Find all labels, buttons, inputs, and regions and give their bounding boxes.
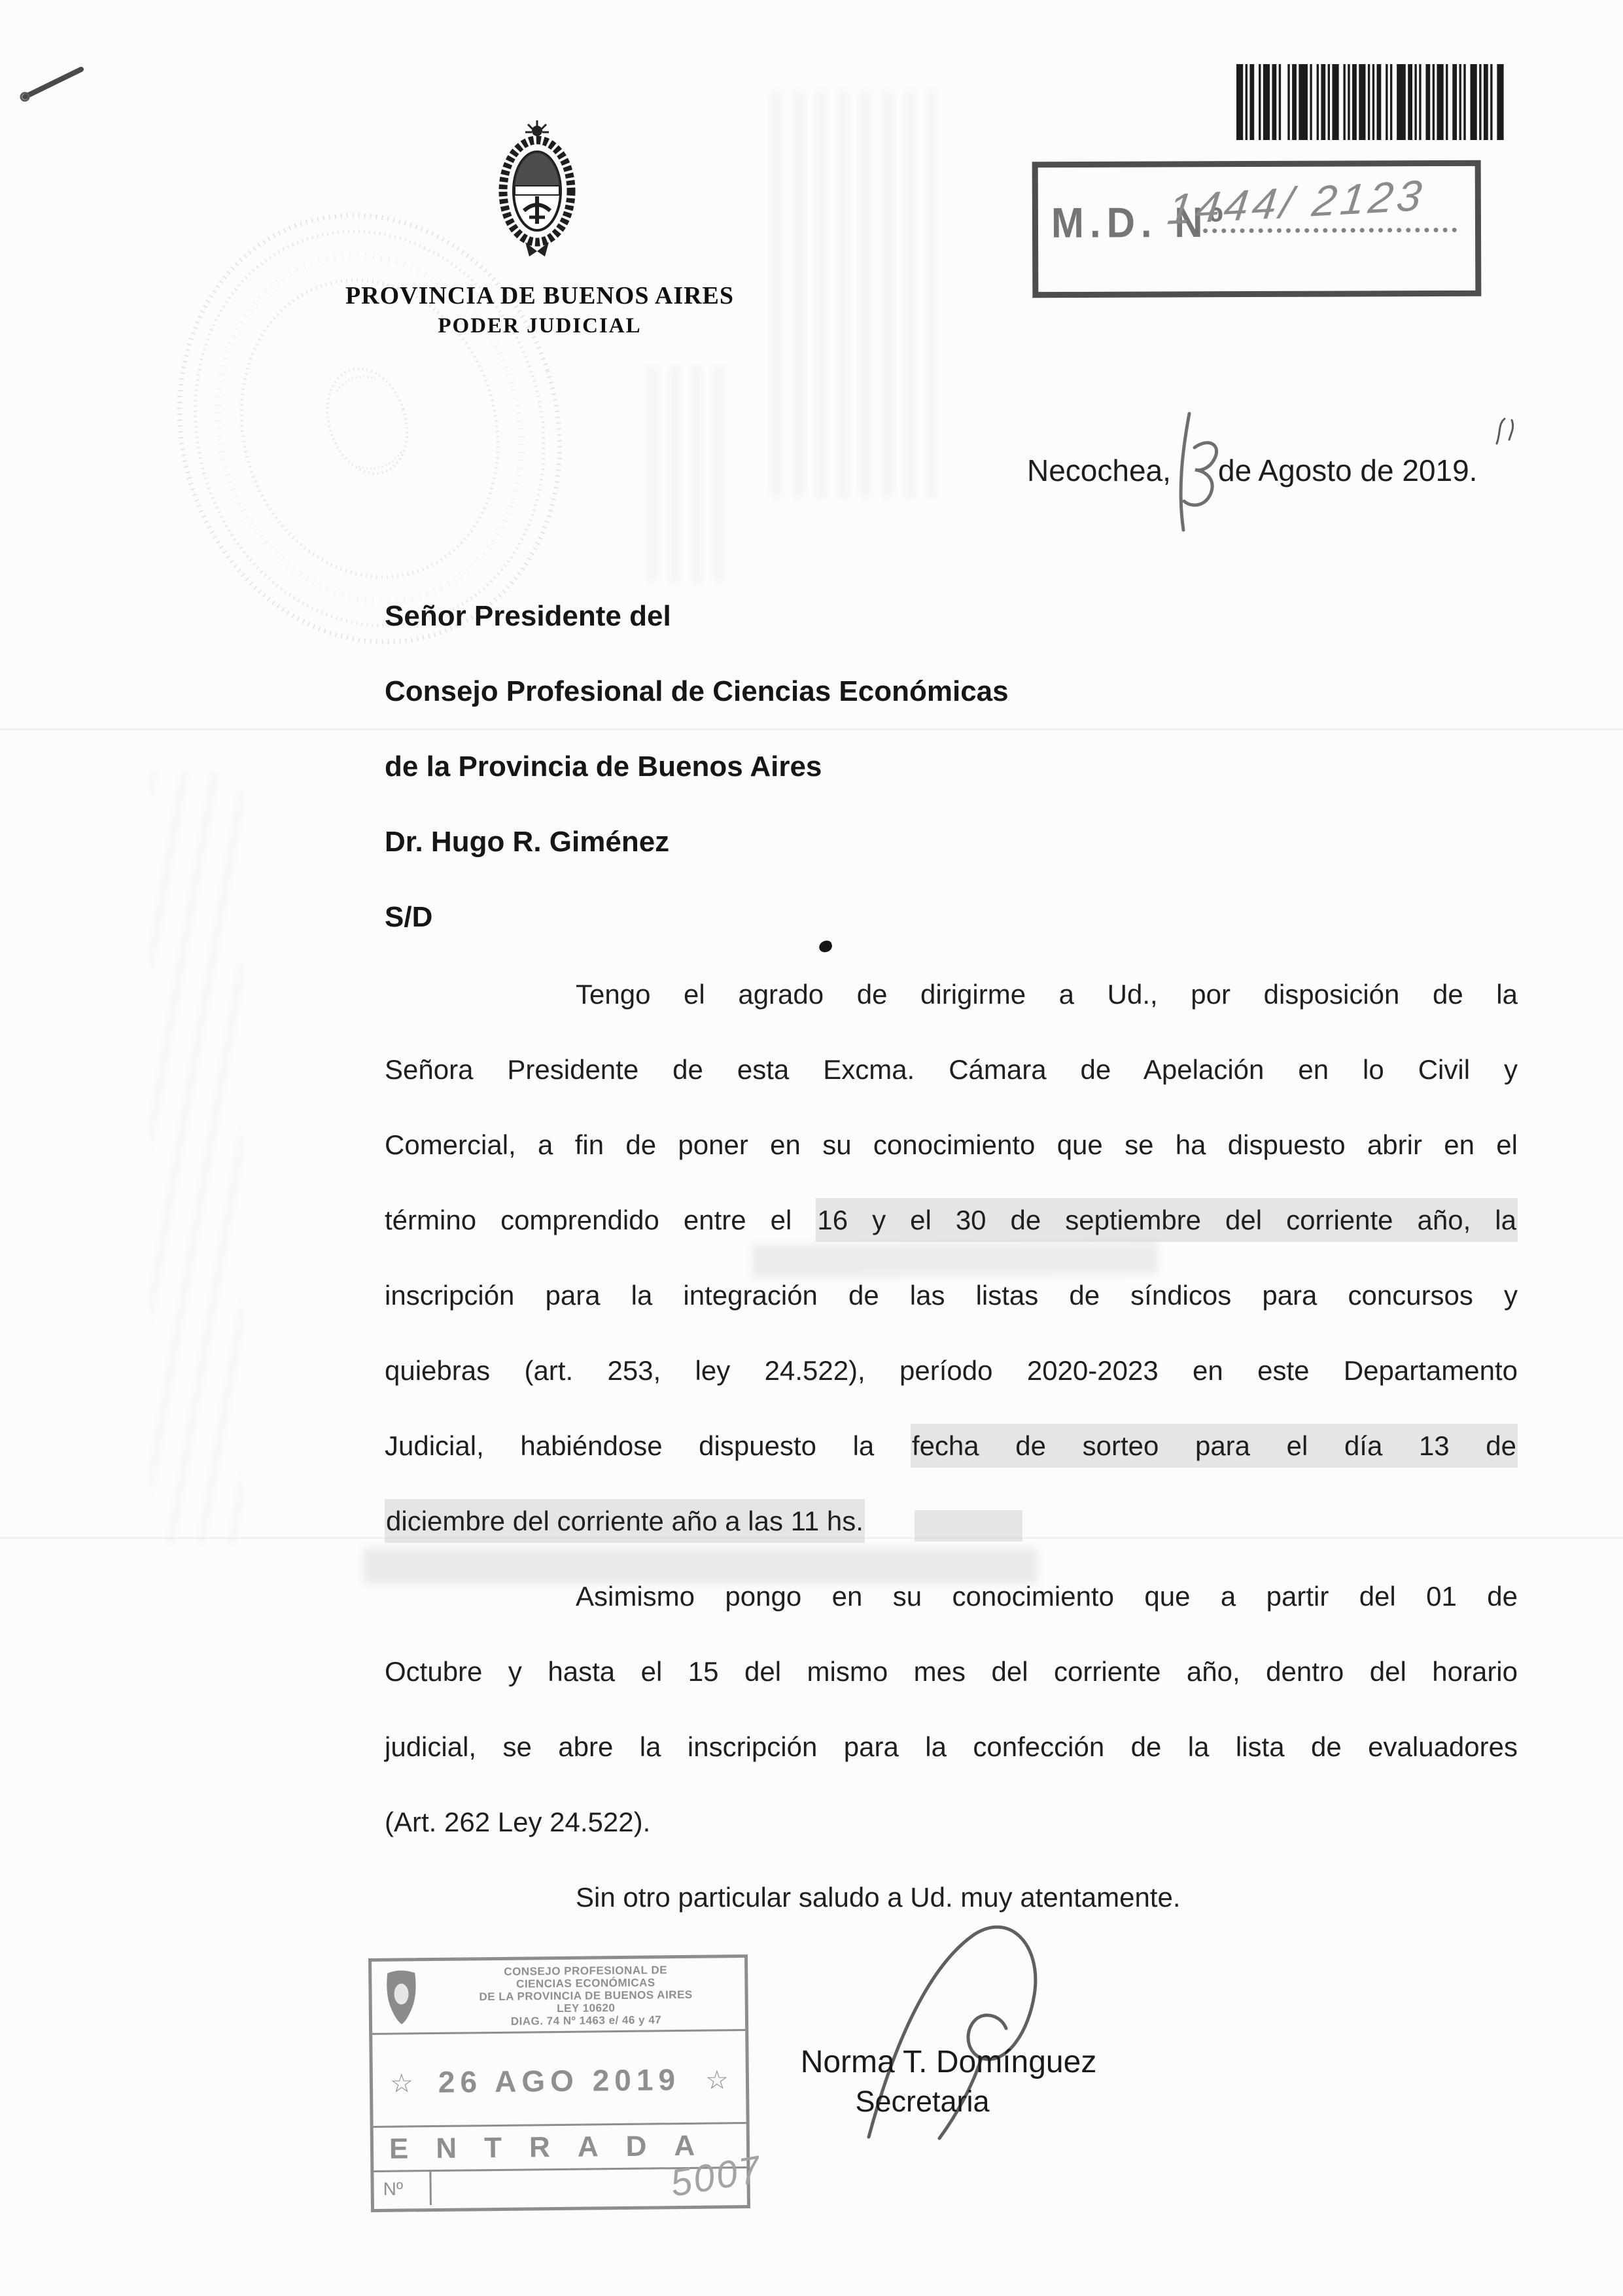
letter-body xyxy=(385,957,1518,1935)
entry-stamp-org-line: DE LA PROVINCIA DE BUENOS AIRES xyxy=(479,1988,693,2004)
body-text: (Art. 262 Ley 24.522). xyxy=(385,1807,651,1837)
body-text: Octubre y hasta el 15 del mismo mes del corriente año, dentro del horario xyxy=(385,1656,1518,1687)
bleed-through-artifact xyxy=(648,366,733,582)
body-text: Tengo el agrado de dirigirme a Ud., por disposición de la xyxy=(576,979,1518,1010)
entry-stamp-numero-label: Nº xyxy=(374,2172,432,2206)
body-line xyxy=(385,1182,1518,1258)
staple-artifact xyxy=(18,63,97,109)
body-line xyxy=(385,1333,1518,1408)
entry-stamp-header xyxy=(372,1958,745,2035)
entry-stamp-emblem-icon xyxy=(382,1969,421,2027)
recipient-line: Señor Presidente del xyxy=(385,600,671,632)
date-place: Necochea, xyxy=(1027,453,1171,487)
body-text: término comprendido entre el xyxy=(385,1205,816,1235)
entry-stamp-org-line: LEY 10620 xyxy=(557,2002,616,2015)
barcode xyxy=(1236,64,1506,140)
md-stamp-number-handwritten: 1444/ 2123 xyxy=(1164,170,1429,234)
body-line xyxy=(385,1032,1518,1107)
body-line xyxy=(385,1483,1518,1559)
star-icon: ☆ xyxy=(389,2069,414,2098)
body-text: Comercial, a fin de poner en su conocimiento que se ha dispuesto abrir en el xyxy=(385,1129,1518,1160)
body-line xyxy=(385,957,1518,1032)
letterhead-branch: PODER JUDICIAL xyxy=(438,314,642,338)
body-line xyxy=(385,1709,1518,1784)
body-line xyxy=(385,1559,1518,1634)
entry-stamp-date: 26 AGO 2019 xyxy=(438,2062,681,2099)
date-rest: de Agosto de 2019. xyxy=(1218,453,1478,487)
recipient-block xyxy=(385,578,1523,955)
highlighted-text: diciembre del corriente año a las 11 hs. xyxy=(385,1499,865,1543)
body-line xyxy=(385,1634,1518,1709)
body-text: Señora Presidente de esta Excma. Cámara de Apelación en lo Civil y xyxy=(385,1054,1518,1085)
handwritten-day xyxy=(1166,408,1221,537)
entry-stamp xyxy=(368,1954,765,2212)
body-text: judicial, se abre la inscripción para la confección de la lista de evaluadores xyxy=(385,1731,1518,1762)
recipient-line: de la Provincia de Buenos Aires xyxy=(385,751,822,783)
recipient-line: S/D xyxy=(385,901,433,933)
signature-name: Norma T. Domínguez xyxy=(800,2045,1097,2079)
coat-of-arms-icon xyxy=(487,119,587,259)
md-stamp-label: M.D. Nº xyxy=(1051,198,1229,247)
body-text: inscripción para la integración de las listas de síndicos para concursos y xyxy=(385,1280,1518,1311)
body-text: Sin otro particular saludo a Ud. muy atentamente. xyxy=(576,1882,1181,1913)
recipient-line: Dr. Hugo R. Giménez xyxy=(385,826,670,858)
entry-stamp-org-line: CONSEJO PROFESIONAL DE xyxy=(504,1964,668,1978)
highlighted-text: fecha de sorteo para el día 13 de xyxy=(911,1424,1518,1468)
body-line xyxy=(385,1784,1518,1860)
entry-stamp-org-lines xyxy=(427,1958,745,2028)
body-text: Judicial, habiéndose dispuesto la xyxy=(385,1430,911,1461)
entry-stamp-org-line: CIENCIAS ECONÓMICAS xyxy=(516,1976,655,1990)
highlighted-text: 16 y el 30 de septiembre del corriente año, la xyxy=(816,1198,1518,1242)
entry-stamp-numero-value-handwritten: 5007 xyxy=(667,2147,765,2205)
body-line xyxy=(385,1408,1518,1483)
body-text: quiebras (art. 253, ley 24.522), período 2020-2023 en este Departamento xyxy=(385,1355,1518,1386)
md-number-stamp xyxy=(1032,160,1482,298)
body-line xyxy=(385,1258,1518,1333)
star-icon: ☆ xyxy=(705,2066,729,2095)
body-line xyxy=(385,1107,1518,1182)
pen-mark-artifact xyxy=(1492,415,1518,449)
body-text: Asimismo pongo en su conocimiento que a partir del 01 de xyxy=(576,1581,1518,1612)
entry-stamp-org-line: DIAG. 74 Nº 1463 e/ 46 y 47 xyxy=(510,2013,662,2028)
entry-stamp-entrada: ENTRADA xyxy=(374,2124,747,2172)
letterhead-province: PROVINCIA DE BUENOS AIRES xyxy=(345,282,735,309)
bleed-through-artifact xyxy=(150,772,242,1544)
signature-title: Secretaria xyxy=(855,2085,990,2118)
recipient-line: Consejo Profesional de Ciencias Económicas xyxy=(385,675,1009,707)
entry-stamp-date-row xyxy=(372,2031,746,2128)
